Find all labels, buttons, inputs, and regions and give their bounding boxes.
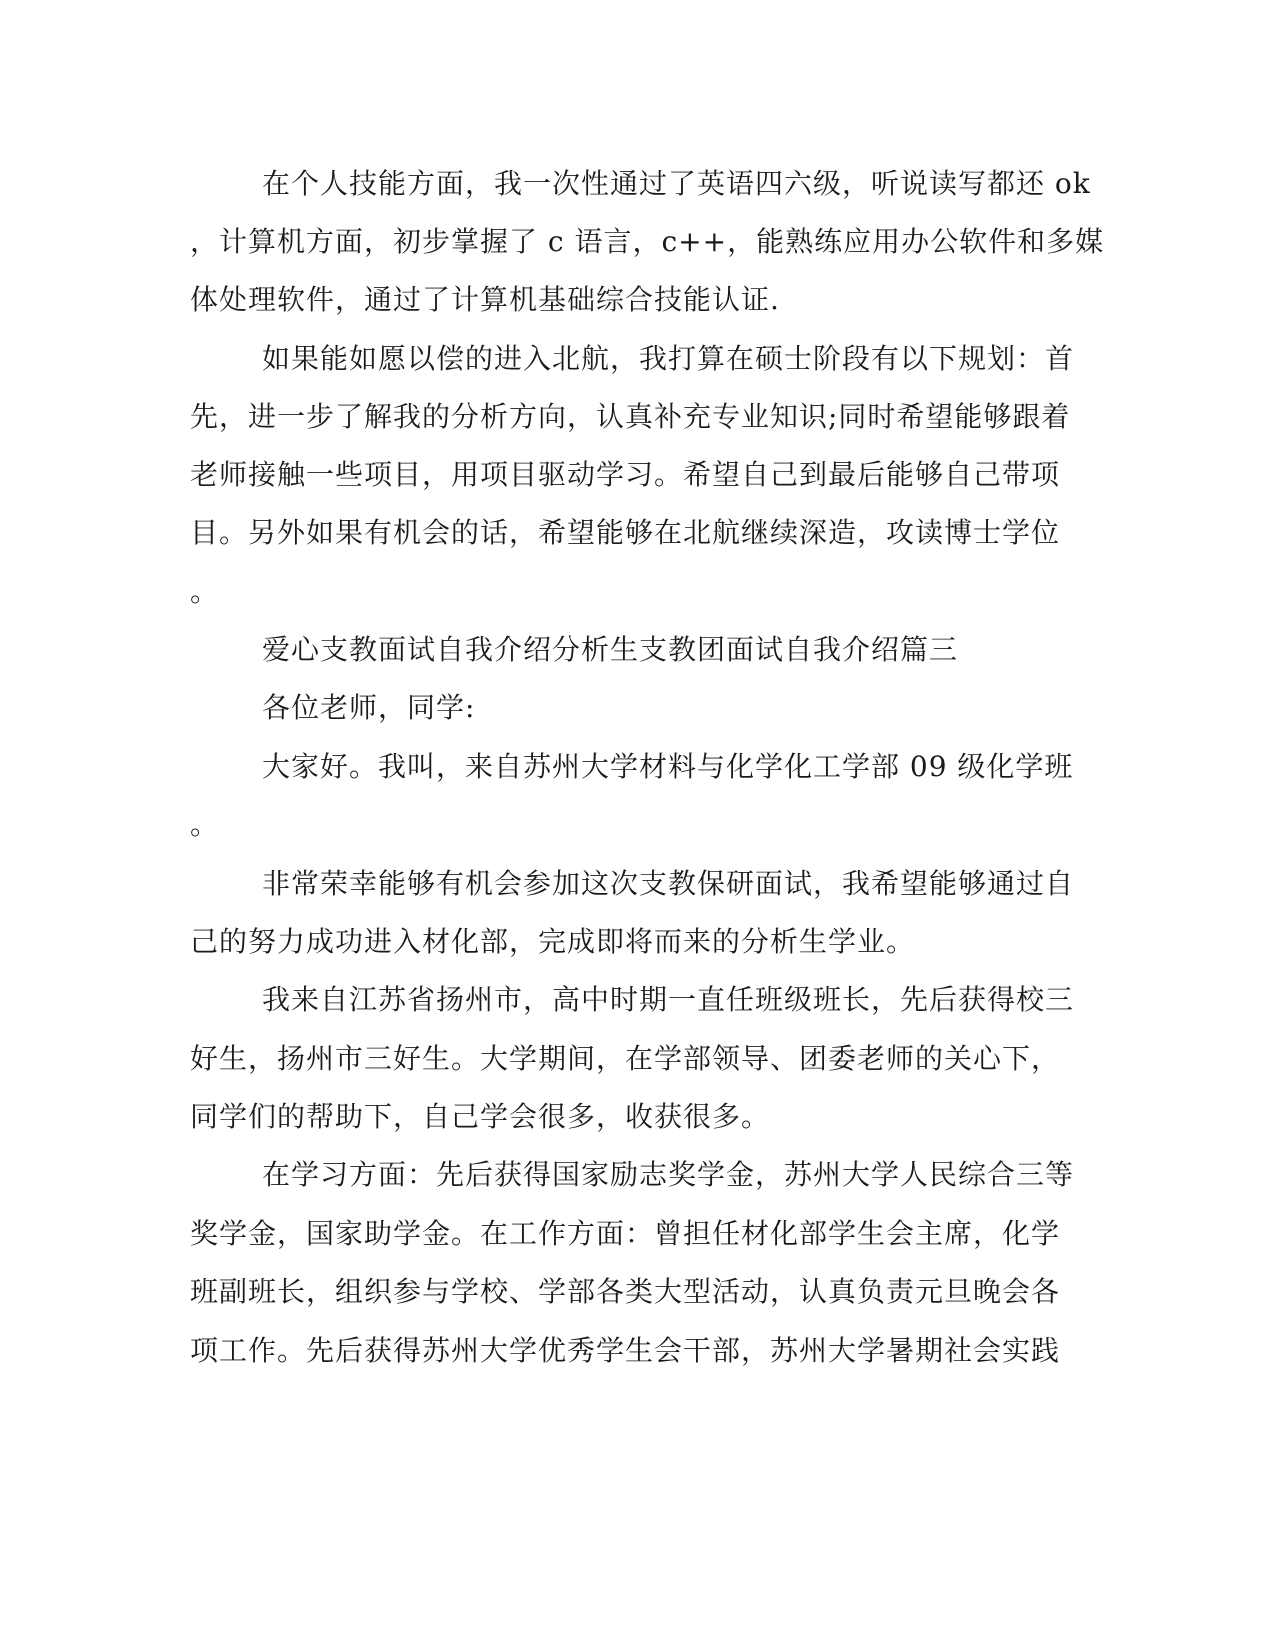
text-line: 在学习方面：先后获得国家励志奖学金，苏州大学人民综合三等 — [262, 1158, 1075, 1191]
text-line: 大家好。我叫，来自苏州大学材料与化学化工学部 09 级化学班 — [262, 750, 1074, 783]
text-line: 体处理软件，通过了计算机基础综合技能认证. — [190, 283, 780, 316]
text-line: 。 — [190, 808, 220, 841]
text-line: 先，进一步了解我的分析方向，认真补充专业知识;同时希望能够跟着 — [190, 400, 1071, 433]
text-line: 好生，扬州市三好生。大学期间，在学部领导、团委老师的关心下， — [190, 1042, 1061, 1075]
text-line: 。 — [190, 575, 220, 608]
text-line: 己的努力成功进入材化部，完成即将而来的分析生学业。 — [190, 925, 916, 958]
text-line: 班副班长，组织参与学校、学部各类大型活动，认真负责元旦晚会各 — [190, 1275, 1061, 1308]
text-line: 我来自江苏省扬州市，高中时期一直任班级班长，先后获得校三 — [262, 983, 1075, 1016]
text-line: 项工作。先后获得苏州大学优秀学生会干部，苏州大学暑期社会实践 — [190, 1334, 1061, 1367]
text-line: 如果能如愿以偿的进入北航，我打算在硕士阶段有以下规划：首 — [262, 342, 1075, 375]
text-line: 奖学金，国家助学金。在工作方面：曾担任材化部学生会主席，化学 — [190, 1217, 1061, 1250]
text-line: 老师接触一些项目，用项目驱动学习。希望自己到最后能够自己带项 — [190, 458, 1061, 491]
text-line: 同学们的帮助下，自己学会很多，收获很多。 — [190, 1100, 771, 1133]
text-line: 非常荣幸能够有机会参加这次支教保研面试，我希望能够通过自 — [262, 867, 1075, 900]
text-line: 各位老师，同学: — [262, 691, 476, 724]
section-heading: 爱心支教面试自我介绍分析生支教团面试自我介绍篇三 — [262, 633, 959, 666]
text-line: ，计算机方面，初步掌握了 c 语言，c++，能熟练应用办公软件和多媒 — [190, 225, 1105, 258]
text-line: 在个人技能方面，我一次性通过了英语四六级，听说读写都还 ok — [262, 167, 1091, 200]
text-line: 目。另外如果有机会的话，希望能够在北航继续深造，攻读博士学位 — [190, 516, 1061, 549]
